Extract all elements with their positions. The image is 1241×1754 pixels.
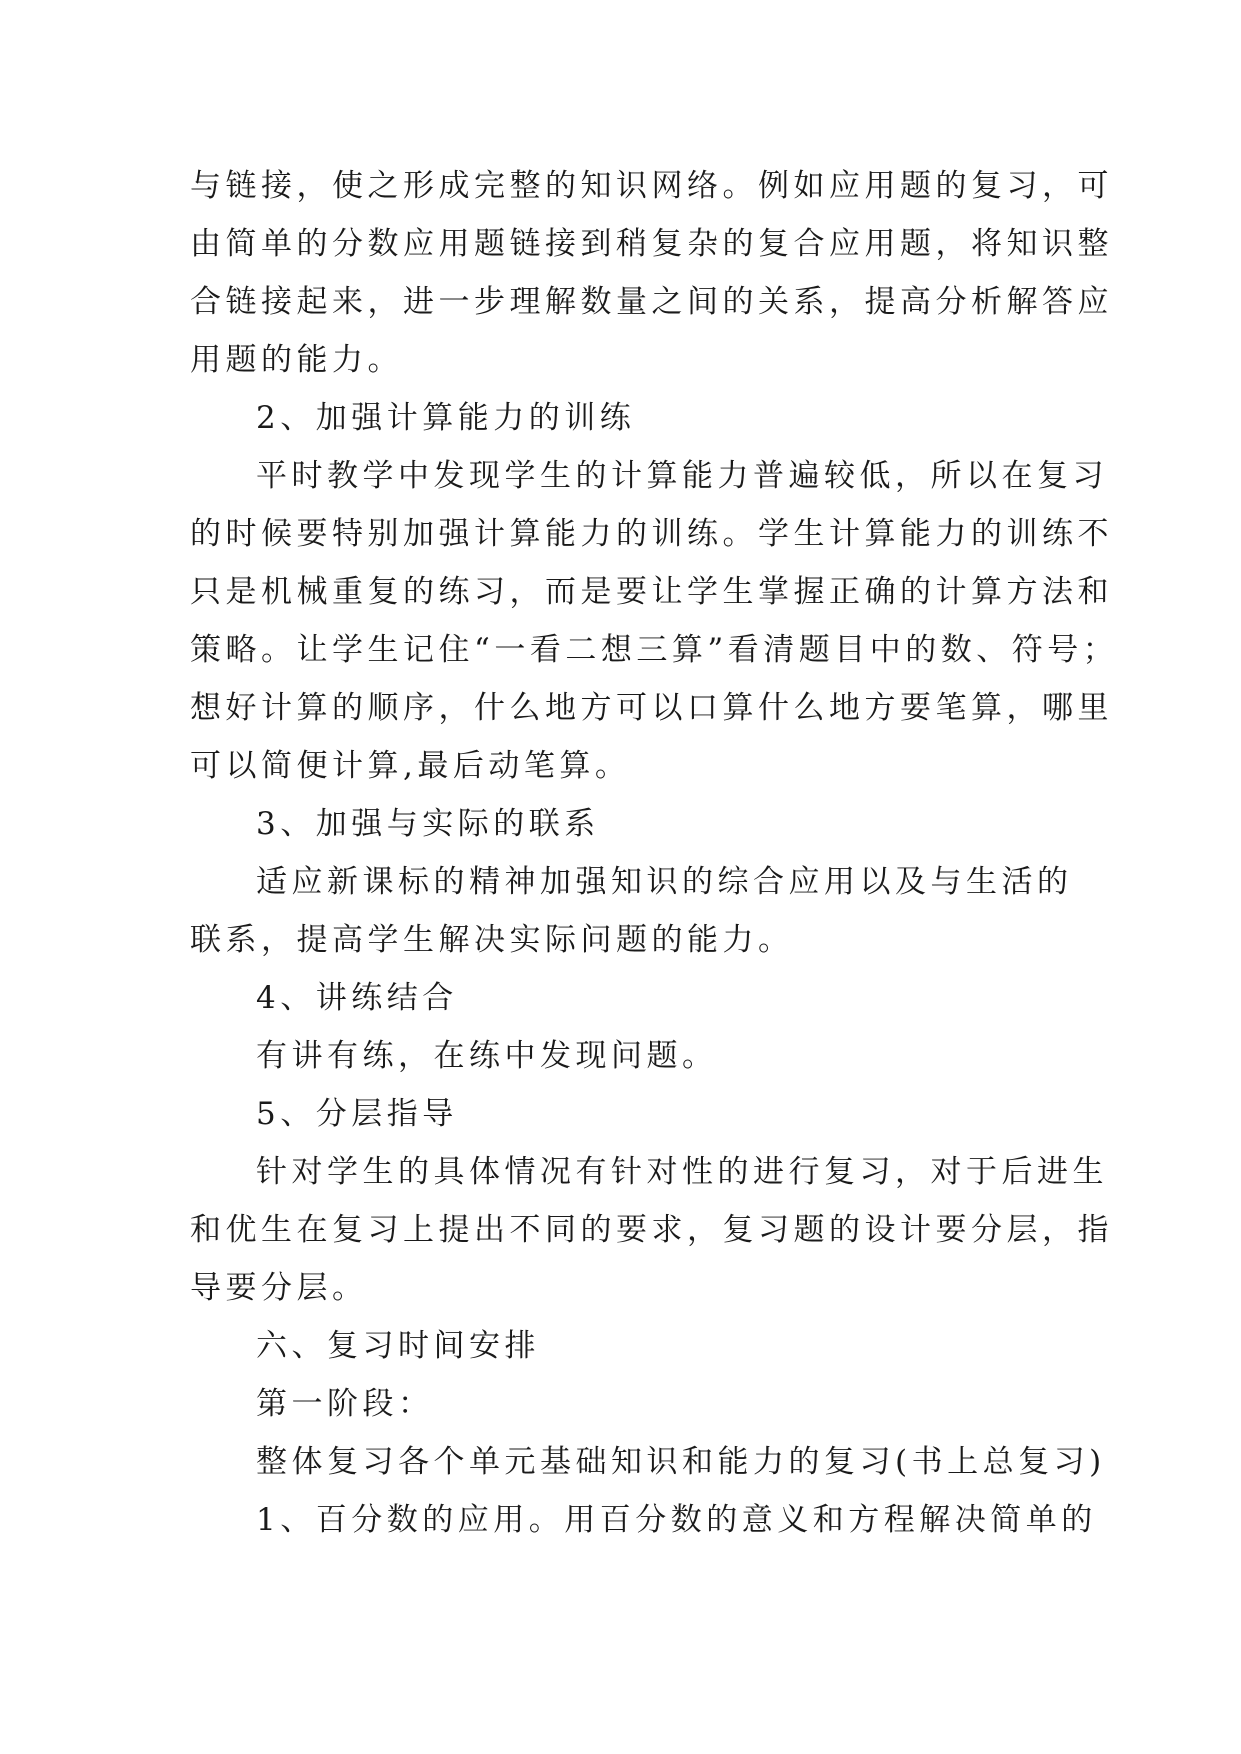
- text-line: 联系，提高学生解决实际问题的能力。: [190, 922, 794, 958]
- text-line: 1、百分数的应用。用百分数的意义和方程解决简单的: [256, 1502, 1097, 1538]
- text-line: 策略。让学生记住“一看二想三算”看清题目中的数、符号；: [190, 632, 1119, 668]
- text-line: 用题的能力。: [190, 342, 403, 378]
- text-line: 六、复习时间安排: [256, 1328, 540, 1364]
- text-line: 合链接起来，进一步理解数量之间的关系，提高分析解答应: [190, 284, 1113, 320]
- text-line: 5、分层指导: [256, 1096, 458, 1132]
- text-line: 针对学生的具体情况有针对性的进行复习，对于后进生: [256, 1154, 1108, 1190]
- text-line: 可以简便计算,最后动笔算。: [190, 748, 631, 784]
- text-line: 与链接，使之形成完整的知识网络。例如应用题的复习，可: [190, 168, 1113, 204]
- text-line: 平时教学中发现学生的计算能力普遍较低，所以在复习: [256, 458, 1108, 494]
- text-line: 只是机械重复的练习，而是要让学生掌握正确的计算方法和: [190, 574, 1113, 610]
- text-line: 有讲有练，在练中发现问题。: [256, 1038, 718, 1074]
- text-line: 2、加强计算能力的训练: [256, 400, 636, 436]
- text-line: 想好计算的顺序，什么地方可以口算什么地方要笔算，哪里: [190, 690, 1113, 726]
- text-line: 适应新课标的精神加强知识的综合应用以及与生活的: [256, 864, 1073, 900]
- text-line: 第一阶段：: [256, 1386, 434, 1422]
- text-line: 整体复习各个单元基础知识和能力的复习(书上总复习): [256, 1444, 1106, 1480]
- text-line: 的时候要特别加强计算能力的训练。学生计算能力的训练不: [190, 516, 1113, 552]
- text-line: 和优生在复习上提出不同的要求，复习题的设计要分层，指: [190, 1212, 1113, 1248]
- document-body: [190, 157, 1119, 1549]
- text-line: 导要分层。: [190, 1270, 368, 1306]
- text-line: 由简单的分数应用题链接到稍复杂的复合应用题，将知识整: [190, 226, 1113, 262]
- text-line: 4、讲练结合: [256, 980, 458, 1016]
- text-line: 3、加强与实际的联系: [256, 806, 600, 842]
